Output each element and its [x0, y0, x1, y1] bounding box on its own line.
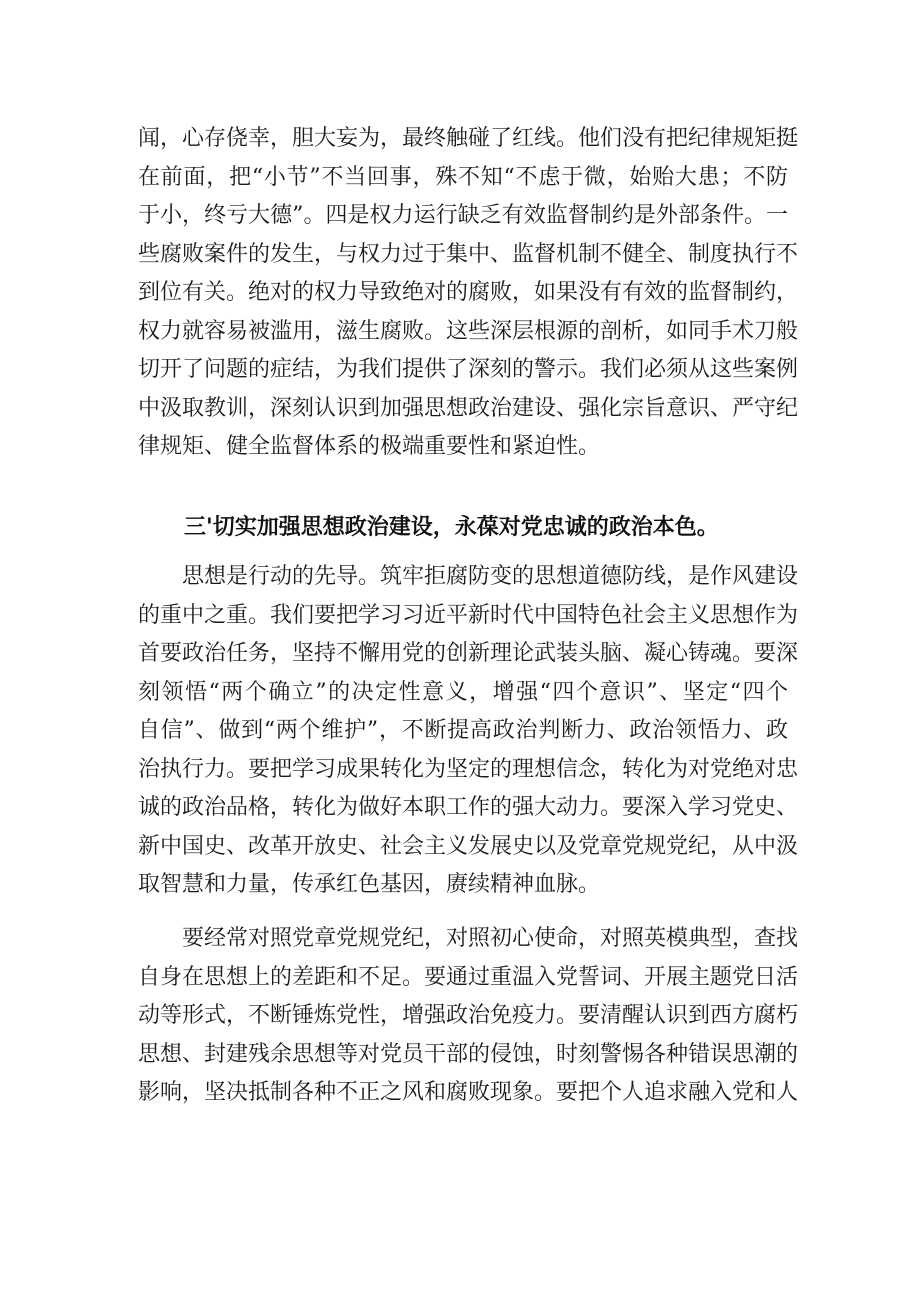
text-line: 思想、封建残余思想等对党员干部的侵蚀，时刻警惕各种错误思潮的	[138, 1041, 799, 1067]
text-line: 闻，心存侥幸，胆大妄为，最终触碰了红线。他们没有把纪律规矩挺	[138, 126, 799, 151]
text-line: 诚的政治品格，转化为做好本职工作的强大动力。要深入学习党史、	[138, 795, 799, 820]
section-heading: 三'切实加强思想政治建设，永葆对党忠诚的政治本色。	[184, 515, 719, 540]
text-line: 刻领悟“两个确立”的决定性意义，增强“四个意识”、坚定“四个	[138, 679, 788, 705]
paragraph-root-causes	[138, 120, 799, 467]
text-line: 律规矩、健全监督体系的极端重要性和紧迫性。	[138, 434, 601, 459]
text-line: 治执行力。要把学习成果转化为坚定的理想信念，转化为对党绝对忠	[138, 756, 799, 782]
text-line: 权力就容易被滥用，滋生腐败。这些深层根源的剖析，如同手术刀般	[138, 318, 799, 344]
text-line: 的重中之重。我们要把学习习近平新时代中国特色社会主义思想作为	[138, 602, 799, 628]
text-line: 新中国史、改革开放史、社会主义发展史以及党章党规党纪，从中汲	[138, 833, 799, 859]
text-line: 中汲取教训，深刻认识到加强思想政治建设、强化宗旨意识、严守纪	[138, 395, 799, 421]
text-line: 动等形式，不断锤炼党性，增强政治免疫力。要清醒认识到西方腐朽	[138, 1003, 799, 1028]
text-line: 自身在思想上的差距和不足。要通过重温入党誓词、开展主题党日活	[138, 964, 799, 990]
text-line: 切开了问题的症结，为我们提供了深刻的警示。我们必须从这些案例	[138, 357, 799, 382]
paragraph-ideology	[138, 558, 799, 905]
text-line: 思想是行动的先导。筑牢拒腐防变的思想道德防线，是作风建设	[138, 564, 799, 589]
text-line: 首要政治任务，坚持不懈用党的创新理论武装头脑、凝心铸魂。要深	[138, 641, 799, 666]
text-line: 到位有关。绝对的权力导致绝对的腐败，如果没有有效的监督制约，	[138, 280, 799, 305]
text-line: 取智慧和力量，传承红色基因，赓续精神血脉。	[138, 872, 601, 897]
text-line: 于小，终亏大德”。四是权力运行缺乏有效监督制约是外部条件。一	[138, 203, 788, 228]
text-line: 自信”、做到“两个维护”，不断提高政治判断力、政治领悟力、政	[138, 718, 788, 743]
text-line: 在前面，把“小节”不当回事，殊不知“不虑于微，始贻大患；不防	[138, 164, 788, 190]
text-line: 要经常对照党章党规党纪，对照初心使命，对照英模典型，查找	[138, 926, 799, 951]
paragraph-self-examination	[138, 920, 799, 1113]
text-line: 影响，坚决抵制各种不正之风和腐败现象。要把个人追求融入党和人	[138, 1080, 799, 1105]
text-line: 些腐败案件的发生，与权力过于集中、监督机制不健全、制度执行不	[138, 241, 799, 267]
